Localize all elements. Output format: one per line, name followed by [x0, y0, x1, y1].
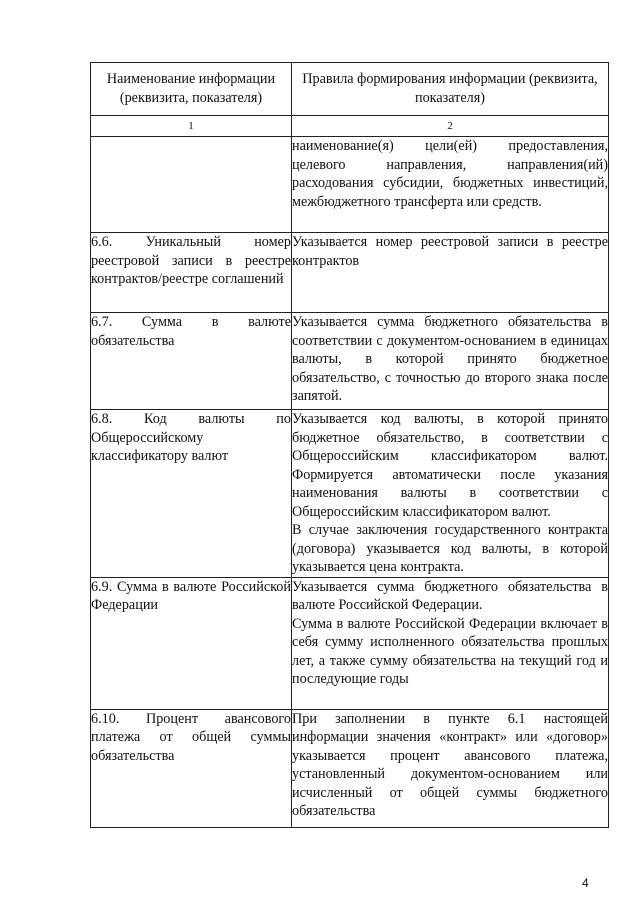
row-rules-cell	[292, 313, 609, 410]
row-name: 6.8. Код валюты по Общероссийскому классификатору валют	[91, 411, 291, 464]
requisites-table	[90, 62, 609, 828]
row-rules-text: При заполнении в пункте 6.1 настоящей информации значения «контракт» или «договор» указывается процент авансового платежа, установленный документом-основанием или исчисленный от общей суммы бюджетного обязательства	[292, 710, 608, 819]
table-row	[91, 577, 609, 709]
row-rules-cell	[292, 137, 609, 233]
row-name: 6.7. Сумма в валюте обязательства	[91, 314, 291, 349]
header-info-name: Наименование информации (реквизита, показателя)	[91, 63, 292, 116]
row-rules-text: Указывается сумма бюджетного обязательства в соответствии с документом-основанием в единицах валюты, в которой принято бюджетное обязательство, с точностью до второго знака после запятой.	[292, 314, 608, 404]
column-number-row	[91, 116, 609, 137]
table-row	[91, 137, 609, 233]
table-row	[91, 233, 609, 313]
row-rules-cell	[292, 410, 609, 578]
row-rules-cell	[292, 577, 609, 709]
row-rules-cell	[292, 233, 609, 313]
table-header-row	[91, 63, 609, 116]
row-rules-text: наименование(я) цели(ей) предоставления, целевого направления, направления(ий) расходования субсидии, бюджетных инвестиций, межбюджетного трансферта или средств.	[292, 138, 608, 210]
row-rules-cell	[292, 709, 609, 827]
row-name-cell	[91, 410, 292, 578]
row-name: 6.10. Процент авансового платежа от общей суммы обязательства	[91, 710, 291, 764]
row-rules-text: Указывается код валюты, в которой принято бюджетное обязательство, в соответствии с Общероссийским классификатором валют. Формируется автоматически после указания наименования валюты в соответствии с Общероссийским классификатором валют.	[292, 411, 608, 520]
table-row	[91, 709, 609, 827]
table-row	[91, 410, 609, 578]
row-name: 6.6. Уникальный номер реестровой записи в реестре контрактов/реестре соглашений	[91, 234, 291, 287]
header-info-rules: Правила формирования информации (реквизита, показателя)	[292, 63, 609, 116]
row-rules-text: В случае заключения государственного контракта (договора) указывается код валюты, в которой указывается цена контракта.	[292, 522, 608, 575]
row-name-cell	[91, 709, 292, 827]
row-rules-text: Сумма в валюте Российской Федерации включает в себя сумму исполненного обязательства прошлых лет, а также сумму обязательства на текущий год и последующие годы	[292, 615, 608, 687]
row-name: 6.9. Сумма в валюте Российской Федерации	[91, 578, 291, 613]
row-name-cell	[91, 313, 292, 410]
row-name-cell	[91, 137, 292, 233]
column-number-2: 2	[292, 116, 609, 137]
table-row	[91, 313, 609, 410]
row-name-cell	[91, 577, 292, 709]
row-name-cell	[91, 233, 292, 313]
page-number: 4	[582, 876, 589, 890]
row-rules-text: Указывается сумма бюджетного обязательства в валюте Российской Федерации.	[292, 578, 608, 613]
column-number-1: 1	[91, 116, 292, 137]
row-rules-text: Указывается номер реестровой записи в реестре контрактов	[292, 234, 608, 269]
